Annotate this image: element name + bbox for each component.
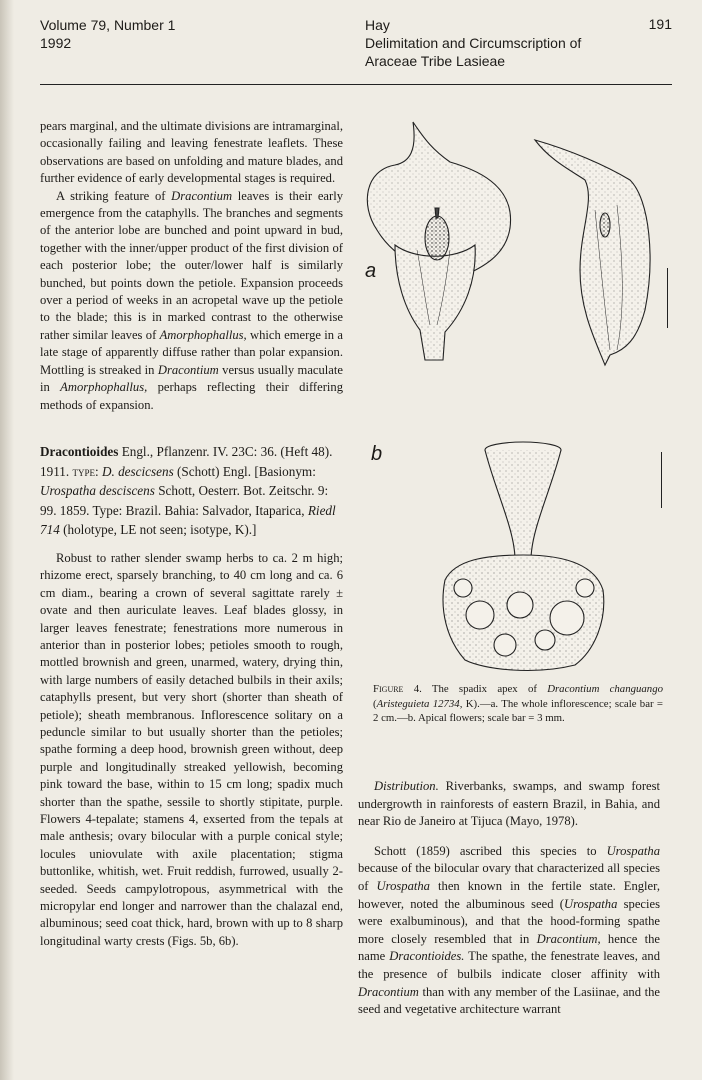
scale-bar-a [667, 268, 668, 328]
figure-caption: Figure 4. The spadix apex of Dracontium changuango (Aristeguieta 12734, K).—a. The whole inflorescence; scale bar = 2 cm.—b. Apical flowers; scale bar = 3 mm. [373, 683, 663, 725]
scale-bar-b [661, 452, 662, 508]
journal-info [40, 16, 175, 52]
taxon-description: Robust to rather slender swamp herbs to ca. 2 m high; rhizome erect, sparsely branching, to 40 cm long and ca. 6 cm diam., bearing a crown of several sagittate rarely ± ovate and then auriculate leaves. Leaf blades glossy, in larger leaves fenestrate; fenestrations more numerous in anterior than in posterior lobes; petioles smooth to rough, mottled brownish and green, unarmed, watery, drying thin, with large numbers of easily detached bulbils in their axils; cataphylls present, but very short (shorter than sheath of petiole); sheath membranous. Inflorescence solitary on a peduncle similar to but usually shorter than the petioles; spathe forming a deep hood, brownish green without, deep purple and longitudinally streaked yellowish, becoming pink toward the base, within to 15 cm long; spadix much shorter than the spathe, sessile to shortly stipitate, purple. Flowers 4-tepalate; stamens 4, exserted from the tepals at male anthesis; ovary bilocular with a purple conical style; locules uniovulate with axile placentation; stigma buttonlike, whitish, wet. Fruit reddish, furrowed, usually 2-seeded. Seeds campylotropous, asymmetrical with the micropylar end longer and narrower than the chalazal end, albuminous; seed coat thick, hard, brown with up to 8 sharp longitudinal warty crests (Figs. 5b, 6b). [40, 550, 343, 948]
left-column [40, 118, 343, 950]
figure-4-illustration [355, 110, 675, 680]
genus-name: Dracontium [157, 362, 219, 377]
page-number: 191 [648, 16, 672, 32]
paragraph-leaf-venation: pears marginal, and the ultimate divisions are intramarginal, occasionally failing and leaving fenestrate leaflets. These observations are based on unfolding and mature blades, and further evidence of early developmental stages is required. [40, 119, 343, 186]
taxon-name: Dracontioides [40, 443, 119, 459]
caption-label: Figure 4. [373, 683, 422, 695]
header-rule [40, 84, 672, 85]
article-info [365, 16, 581, 70]
paragraph-taxonomy: Schott (1859) ascribed this species to Urospatha because of the bilocular ovary that characterized all species of Urospatha then known in the fertile state. Engler, however, noted the albuminous seed (Urospatha species were exalbuminous), and that the hood-forming spathe more closely resembled that in Dracontium, hence the name Dracontioides. The spathe, the fenestrate leaves, and the presence of bulbils indicate closer affinity with Dracontium than with any member of the Lasiinae, and the seed and vegetative architecture warrant [358, 843, 661, 1017]
basionym: Urospatha desciscens [40, 483, 155, 499]
article-title-line2: Araceae Tribe Lasieae [365, 53, 506, 69]
apical-flowers-view [443, 442, 604, 670]
type-label: type: [72, 463, 99, 479]
article-author: Hay [365, 17, 390, 33]
genus-name: Amorphophallus, [159, 327, 247, 342]
page-gutter-shadow [0, 0, 14, 1080]
figure-label-b: b [371, 443, 383, 465]
inflorescence-side-view [535, 140, 650, 365]
journal-volume: Volume 79, Number 1 [40, 17, 176, 33]
collector: Aristeguieta 12734, [376, 697, 463, 710]
inflorescence-front-view [367, 122, 510, 360]
running-header [0, 0, 702, 86]
collector: Riedl 714 [40, 502, 336, 538]
distribution-heading: Distribution. [374, 779, 439, 793]
journal-year: 1992 [40, 35, 72, 51]
species-name: Dracontium changuango [547, 683, 663, 695]
right-column [358, 778, 660, 1019]
article-title-line1: Delimitation and Circumscription of [365, 35, 582, 51]
taxon-heading: Dracontioides Engl., Pflanzenr. IV. 23C: 36. (Heft 48). 1911. type: D. descicsens (Schott) Engl. [Basionym: Urospatha desciscens Schott, Oesterr. Bot. Zeitschr. 9: 99. 1859. Type: Brazil. Bahia: Salvador, Itaparica, Riedl 714 (holotype, LE not seen; isotype, K).] [40, 443, 336, 538]
paragraph-leaf-emergence: A striking feature of Dracontium leaves is their early emergence from the cataphylls. The branches and segments of the anterior lobe are bunched and point upward in bud, together with the inner/upper product of the first division of each posterior lobe; the outer/lower half is similarly bunched, but points down the petiole. Expansion proceeds over a period of weeks in an acropetal wave up the petiole to the blade; this is in marked contrast to the otherwise rather similar leaves of Amorphophallus, which emerge in a late stage of apparently diffuse rather than polar expansion. Mottling is streaked in Dracontium versus usually maculate in Amorphophallus, perhaps reflecting their differing methods of expansion. [40, 188, 343, 412]
paragraph-distribution: Distribution. Riverbanks, swamps, and swamp forest undergrowth in rainforests of eastern Brazil, in Bahia, and near Rio de Janeiro at Tijuca (Mayo, 1978). [358, 779, 660, 829]
figure-label-a: a [365, 260, 377, 282]
genus-name: Dracontium [171, 188, 233, 203]
genus-name: Amorphophallus, [60, 380, 148, 395]
